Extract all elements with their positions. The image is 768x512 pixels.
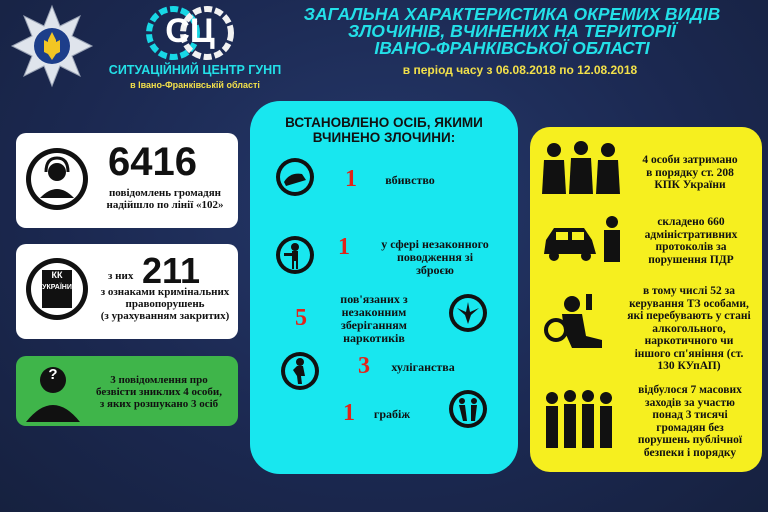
drugs-label-line-2: незаконним [341,305,407,319]
hooliganism-icon [281,352,319,390]
crowd-icon [540,388,620,450]
drugs-count: 5 [295,305,307,331]
crimes-text [92,286,238,322]
murder-icon [276,158,314,196]
weapons-icon [276,236,314,274]
robbery-count: 1 [343,400,355,426]
calls-text-line-1: повідомлень громадян [108,187,222,199]
mass-events-text [620,384,760,459]
detained-line-3: КПК України [654,179,726,191]
robbery-label: грабіж [373,407,411,421]
missing-text-line-2: безвісти зниклих 4 особи, [96,386,222,398]
detained-line-2: в порядку ст. 208 [646,166,734,179]
center-name: СИТУАЦІЙНИЙ ЦЕНТР ГУНП [108,63,282,77]
crimes-text-line-1: з ознаками кримінальних [100,286,230,298]
robbery-icon [449,390,487,428]
mass-line-2: заходів за участю [645,396,735,409]
murder-count: 1 [345,166,357,192]
mass-line-1: відбулося 7 масових [638,384,742,396]
mass-line-5: порушень публічної [637,434,743,446]
murder-label: вбивство [385,173,435,187]
admin-line-2: адміністративних [644,228,738,241]
crimes-text-line-3: (з урахуванням закритих) [100,310,230,322]
operator-gear-icon [26,148,88,210]
mass-line-3: понад 3 тисячі [652,409,728,421]
missing-text [82,374,236,410]
center-title-line-2: ВЧИНЕНО ЗЛОЧИНИ: [312,130,456,145]
mass-line-6: безпеки і порядку [643,446,737,459]
calls-text [92,187,238,211]
page-title [262,6,762,57]
crimes-prefix: з них [108,270,134,282]
drunk-line-1: в тому числі 52 за [642,285,736,297]
weapons-label-line-2: поводження зі [396,250,474,264]
center-panel-title [262,115,506,145]
hooliganism-count: 3 [358,353,370,379]
drunk-line-5: наркотичного чи [644,335,734,347]
title-line-3: ІВАНО-ФРАНКІВСЬКОЇ ОБЛАСТІ [374,38,650,58]
period-text: в період часу з 06.08.2018 по 12.08.2018 [402,63,638,77]
title-line-2: ЗЛОЧИНІВ, ВЧИНЕНИХ НА ТЕРИТОРІЇ [347,21,677,41]
drugs-label-line-1: пов'язаних з [340,292,408,306]
admin-protocols-text [622,216,760,266]
traffic-police-car-icon [540,214,626,264]
drunk-driver-icon [542,290,612,354]
weapons-label-line-3: зброєю [416,263,454,277]
detained-text [620,154,760,192]
mass-line-4: громадян без [656,421,724,434]
hooliganism-label: хуліганства [391,360,455,374]
title-line-1: ЗАГАЛЬНА ХАРАКТЕРИСТИКА ОКРЕМИХ ВИДІВ [303,4,721,24]
drunk-line-2: керування ТЗ особами, [629,297,749,310]
weapons-label-line-1: у сфері незаконного [381,237,489,251]
crimes-number: 211 [142,250,201,291]
book-label-2: УКРАЇНИ [42,284,72,291]
drugs-label [315,293,433,345]
calls-text-line-2: надійшло по лінії «102» [106,199,224,211]
drugs-label-line-3: зберіганням [341,318,407,332]
police-officers-icon [538,138,624,194]
center-title-line-1: ВСТАНОВЛЕНО ОСІБ, ЯКИМИ [285,115,483,130]
weapons-count: 1 [338,234,350,260]
center-subtitle: в Івано-Франківській області [130,80,260,90]
missing-text-line-1: 3 повідомлення про [110,374,208,386]
drugs-label-line-4: наркотиків [343,331,405,345]
weapons-label [360,238,510,277]
drunk-line-3: які перебувають у стані [627,310,751,322]
missing-question-mark: ? [48,366,58,383]
drugs-icon [449,294,487,332]
admin-line-1: складено 660 [657,216,725,228]
crimes-text-line-2: правопорушень [125,298,205,310]
calls-number: 6416 [108,140,197,184]
missing-text-line-3: з яких розшукано 3 осіб [99,398,219,410]
drunk-line-6: іншого сп'яніння (ст. [634,347,744,360]
admin-line-3: протоколів за [655,241,727,253]
book-label-1: КК [51,270,63,280]
admin-line-4: порушення ПДР [648,253,734,266]
drunk-line-4: алкогольного, [652,322,726,335]
police-star-icon [10,4,94,88]
detained-line-1: 4 особи затримано [642,154,738,166]
logo-letters: СЦ [165,12,215,50]
headset-operator-icon [26,148,88,210]
drunk-driving-text [616,285,762,373]
drunk-line-7: 130 КУпАП) [657,360,721,372]
